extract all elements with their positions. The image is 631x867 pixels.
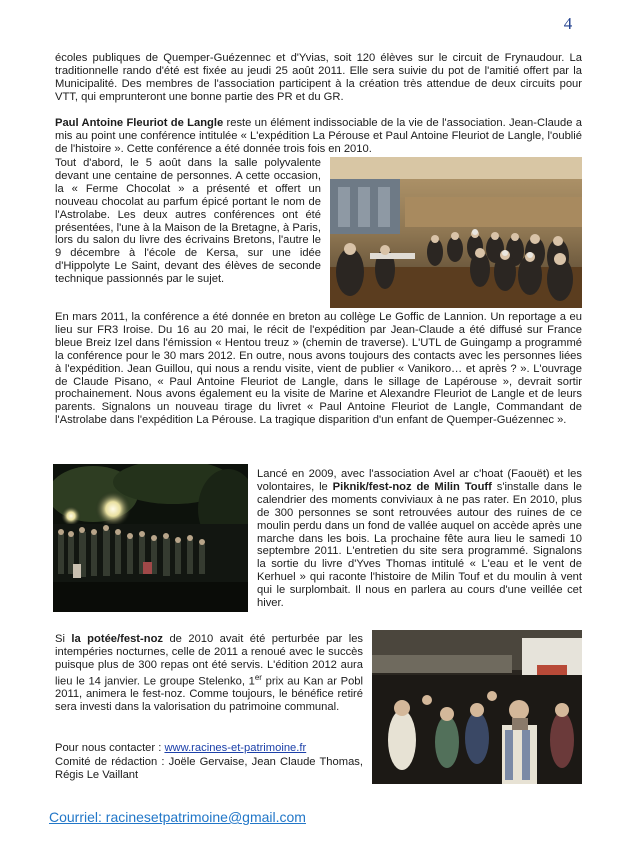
- conference-audience-photo-svg: [330, 157, 582, 308]
- paragraph-potee: Si la potée/fest-noz de 2010 avait été perturbée par les intempéries nocturnes, celle de 2011 a renoué avec le succès puisque plus de 300 repas ont été servis. L'édition 2012 aura lieu le 14 janvier. Le groupe Stelenko, 1er prix au Kan ar Pobl 2011, animera le fest-noz. Comme toujours, le bénéfice retiré sera investi dans la valorisation du patrimoine communal.: [55, 633, 364, 714]
- piknik-night-photo: [53, 464, 248, 612]
- paragraph-conferences-2010: Tout d'abord, le 5 août dans la salle polyvalente devant une centaine de personnes. A cette occasion, la « Ferme Chocolat » a présenté et offert un nouveau chocolat au parfum épicé portant le nom de l'Astrolabe. Les deux autres conférences ont été présentées, l'une à la Maison de la Bretagne, à Paris, lors du salon du livre des écrivains Bretons, l'autre le 9 décembre à l'école de Kersa, sur une idée d'Hippolyte Le Saint, devant des élèves de seconde technique passionnés par le sujet.: [55, 157, 321, 286]
- website-link[interactable]: www.racines-et-patrimoine.fr: [164, 742, 307, 754]
- piknik-heading: Piknik/fest-noz de Milin Touff: [332, 480, 492, 493]
- paragraph-conferences-2011: En mars 2011, la conférence a été donnée en breton au collège Le Goffic de Lannion. Un reportage a eu lieu sur FR3 Iroise. Du 16 au 20 mai, le récit de l'expédition par Jean-Claude a été diffusé sur France bleue Breiz Izel dans l'émission « Hentou treuz » (chemin de traverse). L'UTL de Guingamp a programmé la conférence pour le 30 mars 2012. En outre, nous avons toujours des contacts avec les personnes liées à l'expédition. Jean Guillou, qui nous a rendu visite, vient de publier « Vanikoro… et après ? ». L'ouvrage de Claude Pisano, « Paul Antoine Fleuriot de Langle, dans le sillage de Lapérouse », devrait sortir prochainement. Nous avons également eu la visite de Marine et Alexandre Fleuriot de Langle et de leurs parents. Signalons un nouveau tirage du livret « Paul Antoine Fleuriot de Langle, Commandant de l'Astrolabe dans l'expédition La Pérouse. La tragique disparition d'un enfant de Quemper-Guézennec ».: [55, 311, 582, 427]
- paragraph-fleuriot-intro: Paul Antoine Fleuriot de Langle reste un élément indissociable de la vie de l'association. Jean-Claude a mis au point une conférence intitulée « L'expédition La Pérouse et Paul Antoine Fleuriot de Langle, l'oublié de l'histoire ». Cette conférence a été donnée trois fois en 2010.: [55, 117, 582, 155]
- piknik-night-photo-svg: [53, 464, 248, 612]
- email-link[interactable]: Courriel: racinesetpatrimoine@gmail.com: [49, 809, 306, 825]
- potee-dance-photo-svg: [372, 630, 582, 784]
- contact-line: Pour nous contacter : www.racines-et-patrimoine.fr: [55, 742, 307, 754]
- paragraph-piknik: Lancé en 2009, avec l'association Avel ar c'hoat (Faouët) et les volontaires, le Piknik/fest-noz de Milin Touff s'installe dans le calendrier des moments conviviaux à ne pas rater. En 2010, plus de 300 personnes se sont retrouvées autour des ruines de ce moulin perdu dans un fond de vallée auquel on accède après une marche dans les bois. La prochaine fête aura lieu le samedi 10 septembre 2011. L'entretien du site sera programmé. Signalons la sortie du livre d'Yves Thomas intitulé « L'eau et le vent de Kerhuel » qui raconte l'histoire de Milin Touf et du moulin à vent qui le surplombait. Il nous en parlera au cours d'une veillée cet hiver.: [257, 468, 582, 610]
- potee-dance-photo: [372, 630, 582, 784]
- conference-audience-photo: [330, 157, 582, 308]
- fleuriot-heading: Paul Antoine Fleuriot de Langle: [55, 117, 224, 129]
- page-number: 4: [563, 14, 573, 33]
- editorial-committee: Comité de rédaction : Joële Gervaise, Jean Claude Thomas, Régis Le Vaillant: [55, 756, 363, 781]
- paragraph-schools-rando: écoles publiques de Quemper-Guézennec et d'Yvias, soit 120 élèves sur le circuit de Frynaudour. La traditionnelle rando d'été est fixée au jeudi 25 août 2011. Elle sera suivie du pot de l'amitié offert par la Municipalité. Des membres de l'association participent à la création très attendue de deux circuits pour VTT, qui emprunteront une bonne partie des PR et du GR.: [55, 52, 582, 103]
- potee-heading: la potée/fest-noz: [71, 633, 164, 645]
